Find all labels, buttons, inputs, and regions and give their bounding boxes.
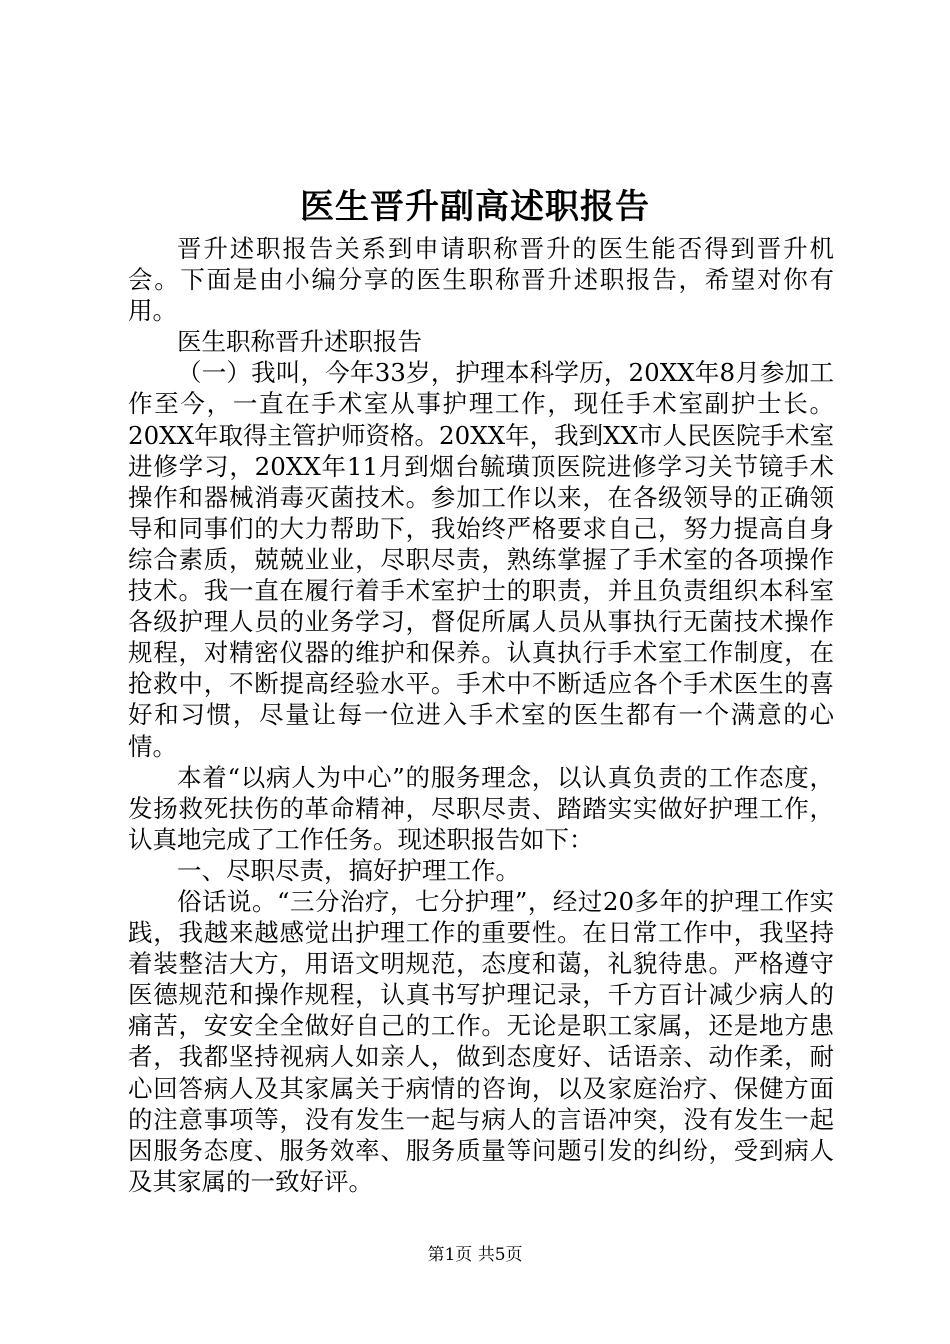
intro-paragraph: 晋升述职报告关系到申请职称晋升的医生能否得到晋升机会。下面是由小编分享的医生职称晋升述职报告，希望对你有用。: [128, 234, 834, 326]
body-paragraph: （一）我叫，今年33岁，护理本科学历，20XX年8月参加工作至今，一直在手术室从事护理工作，现任手术室副护士长。20XX年取得主管护师资格。20XX年，我到XX市人民医院手术室进修学习，20XX年11月到烟台毓璜顶医院进修学习关节镜手术操作和器械消毒灭菌技术。参加工作以来，在各级领导的正确领导和同事们的大力帮助下，我始终严格要求自己，努力提高自身综合素质，兢兢业业，尽职尽责，熟练掌握了手术室的各项操作技术。我一直在履行着手术室护士的职责，并且负责组织本科室各级护理人员的业务学习，督促所属人员从事执行无菌技术操作规程，对精密仪器的维护和保养。认真执行手术室工作制度，在抢救中，不断提高经验水平。手术中不断适应各个手术医生的喜好和习惯，尽量让每一位进入手术室的医生都有一个满意的心情。: [128, 358, 834, 761]
page-number-footer: 第1页 共5页: [427, 1245, 523, 1265]
body-paragraph: 俗话说。“三分治疗，七分护理”，经过20多年的护理工作实践，我越来越感觉出护理工作的重要性。在日常工作中，我坚持着装整洁大方，用语文明规范，态度和蔼，礼貌待患。严格遵守医德规范和操作规程，认真书写护理记录，千方百计减少病人的痛苦，安安全全做好自己的工作。无论是职工家属，还是地方患者，我都坚持视病人如亲人，做到态度好、话语亲、动作柔，耐心回答病人及其家属关于病情的咨询，以及家庭治疗、保健方面的注意事项等，没有发生一起与病人的言语冲突，没有发生一起因服务态度、服务效率、服务质量等问题引发的纠纷，受到病人及其家属的一致好评。: [128, 886, 834, 1196]
subsection-heading: 一、尽职尽责，搞好护理工作。: [177, 855, 520, 885]
document-title: 医生晋升副高述职报告: [300, 187, 650, 227]
body-paragraph: 本着“以病人为中心”的服务理念，以认真负责的工作态度，发扬救死扶伤的革命精神，尽职尽责、踏踏实实做好护理工作，认真地完成了工作任务。现述职报告如下：: [128, 762, 834, 854]
section-heading: 医生职称晋升述职报告: [177, 327, 422, 357]
document-body: [128, 233, 834, 1197]
